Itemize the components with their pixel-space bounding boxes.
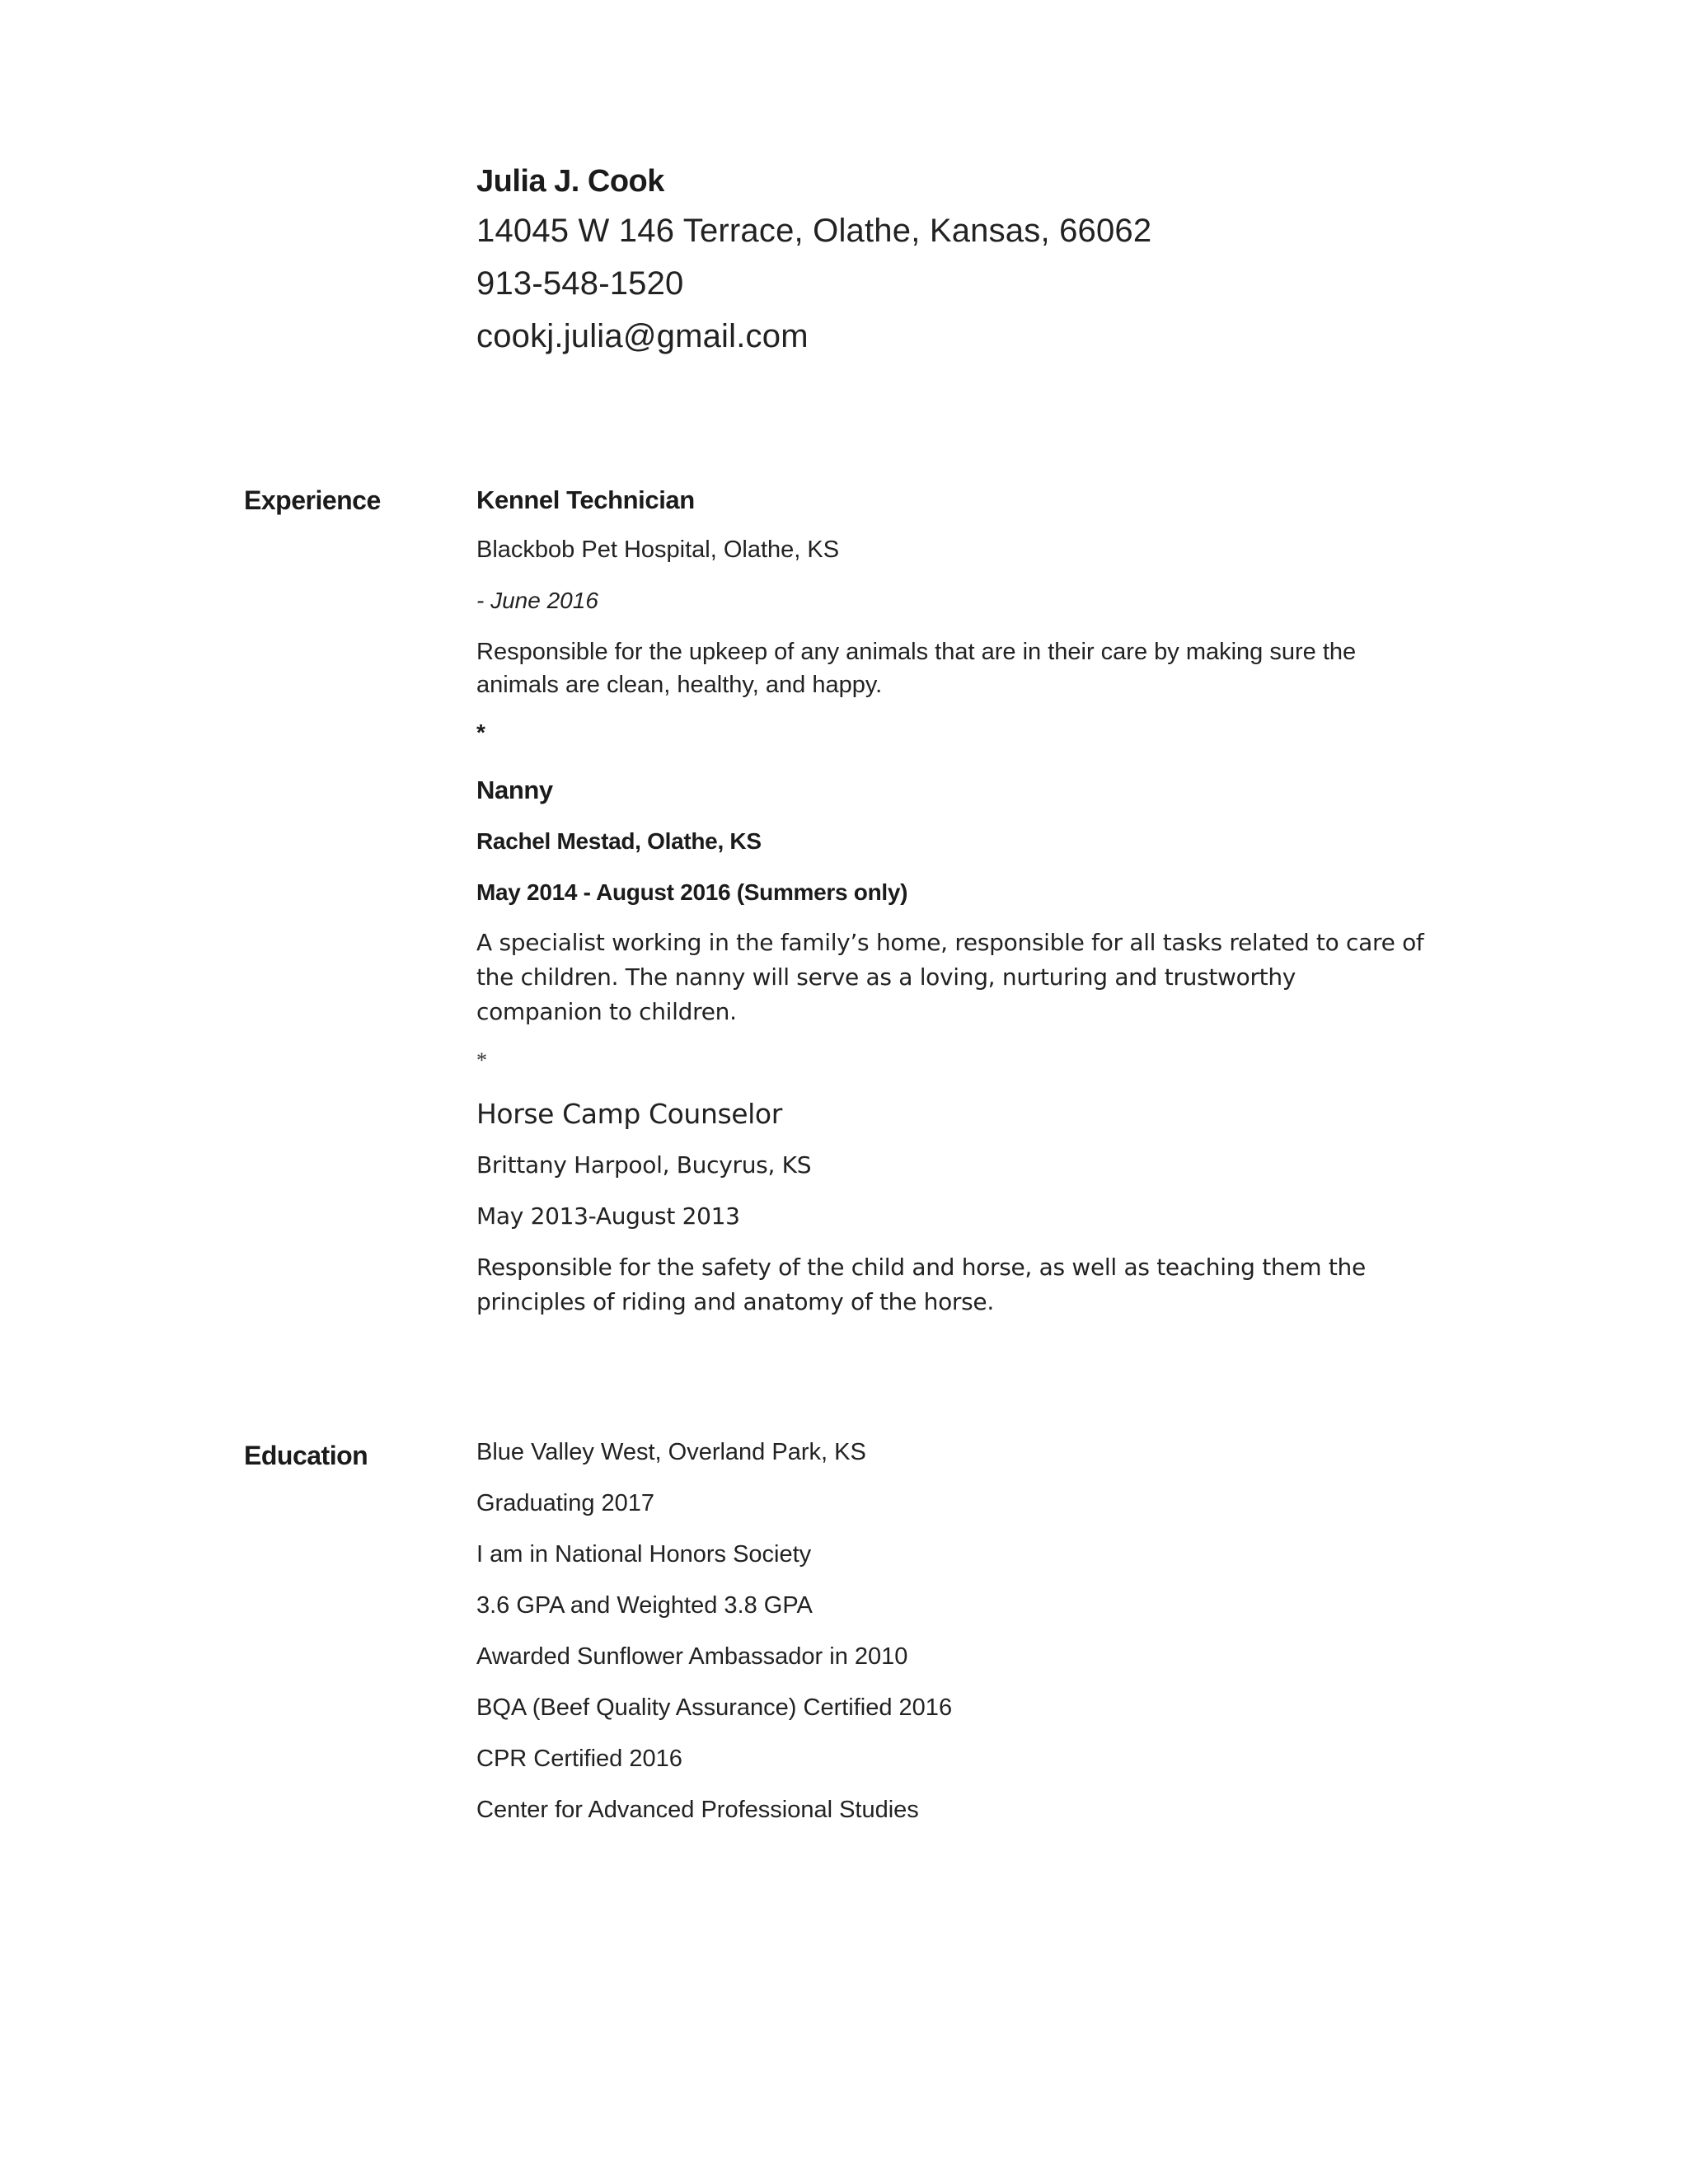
education-item: Graduating 2017 <box>476 1490 655 1516</box>
education-item: I am in National Honors Society <box>476 1541 812 1568</box>
education-item: 3.6 GPA and Weighted 3.8 GPA <box>476 1592 813 1619</box>
education-item: Awarded Sunflower Ambassador in 2010 <box>476 1643 908 1670</box>
job-employer: Blackbob Pet Hospital, Olathe, KS <box>476 537 840 563</box>
job-description: A specialist working in the family’s home, responsible for all tasks related to care of the children. The nanny will serve as a loving, nurturing and trustworthy companion to children. <box>476 929 1424 1025</box>
job-dates: May 2013-August 2013 <box>476 1202 740 1230</box>
experience-entry <box>476 772 1424 1076</box>
job-description: Responsible for the safety of the child and horse, as well as teaching them the principles of riding and anatomy of the horse. <box>476 1254 1366 1315</box>
entry-separator: * <box>476 1048 487 1072</box>
education-heading: Education <box>244 1441 368 1470</box>
job-employer: Brittany Harpool, Bucyrus, KS <box>476 1151 812 1179</box>
education-item: Center for Advanced Professional Studies <box>476 1797 919 1823</box>
education-item: Blue Valley West, Overland Park, KS <box>476 1439 866 1465</box>
job-title: Kennel Technician <box>476 485 695 514</box>
education-item: BQA (Beef Quality Assurance) Certified 2016 <box>476 1694 953 1721</box>
job-dates: - June 2016 <box>476 588 598 613</box>
job-description: Responsible for the upkeep of any animals that are in their care by making sure the animals are clean, healthy, and happy. <box>476 639 1357 698</box>
job-employer: Rachel Mestad, Olathe, KS <box>476 828 762 854</box>
experience-entry <box>476 482 1424 748</box>
education-item: CPR Certified 2016 <box>476 1746 682 1772</box>
candidate-name: Julia J. Cook <box>476 164 664 199</box>
address: 14045 W 146 Terrace, Olathe, Kansas, 66062 <box>476 213 1152 249</box>
job-dates: May 2014 - August 2016 (Summers only) <box>476 879 908 905</box>
job-title: Nanny <box>476 776 553 804</box>
resume-header <box>476 158 1465 363</box>
experience-heading: Experience <box>244 485 381 515</box>
education-list <box>476 1436 1424 1844</box>
job-title: Horse Camp Counselor <box>476 1098 782 1130</box>
entry-separator: * <box>476 719 485 745</box>
phone-number: 913-548-1520 <box>476 265 684 302</box>
experience-entry <box>476 1095 1424 1319</box>
email-address: cookj.julia@gmail.com <box>476 318 809 354</box>
experience-list <box>476 482 1424 1319</box>
